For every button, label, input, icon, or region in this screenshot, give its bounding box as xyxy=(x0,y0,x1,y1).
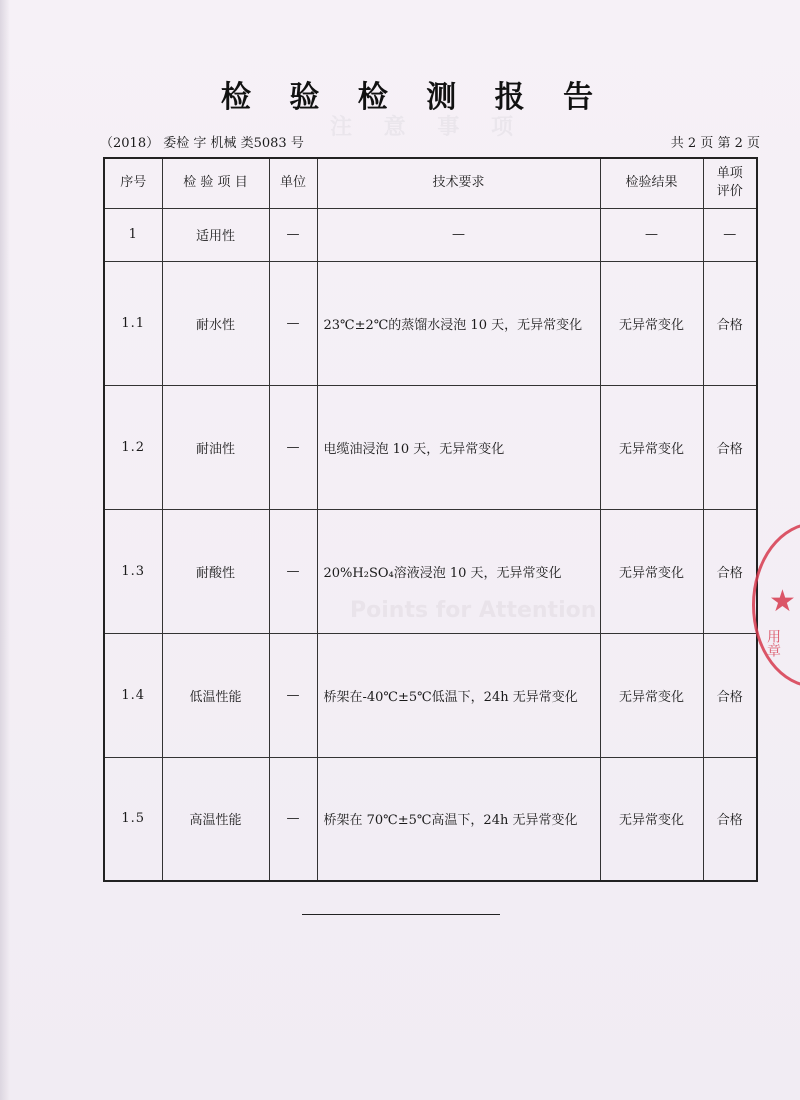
cell-item: 低温性能 xyxy=(162,633,269,757)
table-row xyxy=(104,208,757,261)
cell-result: 无异常变化 xyxy=(600,385,703,509)
header-unit: 单位 xyxy=(269,158,317,208)
cell-requirement: 20%H₂SO₄溶液浸泡 10 天，无异常变化 xyxy=(317,509,600,633)
cell-requirement: 桥架在 70℃±5℃高温下，24h 无异常变化 xyxy=(317,757,600,881)
header-item: 检 验 项 目 xyxy=(162,158,269,208)
header-seq: 序号 xyxy=(104,158,162,208)
cell-result: — xyxy=(600,208,703,261)
cell-seq: 1.4 xyxy=(104,633,162,757)
cell-evaluation: 合格 xyxy=(703,757,757,881)
cell-requirement: 桥架在-40℃±5℃低温下，24h 无异常变化 xyxy=(317,633,600,757)
table-row xyxy=(104,509,757,633)
cell-unit: — xyxy=(269,633,317,757)
end-of-report-rule xyxy=(302,914,500,915)
cell-seq: 1 xyxy=(104,208,162,261)
cell-unit: — xyxy=(269,757,317,881)
header-evaluation-line1: 单项 xyxy=(716,166,743,182)
page-edge-shadow xyxy=(0,0,10,1100)
show-through-heading-en: Points for Attention xyxy=(350,598,597,623)
cell-item: 适用性 xyxy=(162,208,269,261)
cell-unit: — xyxy=(269,261,317,385)
table-header-row xyxy=(104,158,757,208)
cell-unit: — xyxy=(269,385,317,509)
header-requirement: 技术要求 xyxy=(317,158,600,208)
cell-requirement: 23℃±2℃的蒸馏水浸泡 10 天，无异常变化 xyxy=(317,261,600,385)
inspection-table xyxy=(103,157,758,882)
table-row xyxy=(104,385,757,509)
cell-item: 高温性能 xyxy=(162,757,269,881)
cell-evaluation: 合格 xyxy=(703,633,757,757)
stamp-text: 用章 xyxy=(765,629,781,657)
show-through-heading-cn: 注 意 事 项 xyxy=(330,115,525,140)
cell-item: 耐酸性 xyxy=(162,509,269,633)
cell-seq: 1.3 xyxy=(104,509,162,633)
cell-seq: 1.2 xyxy=(104,385,162,509)
cell-evaluation: 合格 xyxy=(703,261,757,385)
cell-evaluation: 合格 xyxy=(703,385,757,509)
header-evaluation xyxy=(703,158,757,208)
star-icon: ★ xyxy=(769,584,796,619)
cell-unit: — xyxy=(269,208,317,261)
cell-seq: 1.1 xyxy=(104,261,162,385)
cell-result: 无异常变化 xyxy=(600,261,703,385)
table-row xyxy=(104,757,757,881)
cell-result: 无异常变化 xyxy=(600,757,703,881)
report-number: （2018） 委检 字 机械 类5083 号 xyxy=(100,136,304,151)
cell-unit: — xyxy=(269,509,317,633)
official-seal-stamp xyxy=(752,522,800,688)
page-info: 共 2 页 第 2 页 xyxy=(670,136,760,151)
cell-requirement: — xyxy=(317,208,600,261)
report-title: 检 验 检 测 报 告 xyxy=(220,80,608,115)
cell-item: 耐油性 xyxy=(162,385,269,509)
cell-evaluation: 合格 xyxy=(703,509,757,633)
table-row xyxy=(104,633,757,757)
header-result: 检验结果 xyxy=(600,158,703,208)
cell-item: 耐水性 xyxy=(162,261,269,385)
cell-evaluation: — xyxy=(703,208,757,261)
cell-result: 无异常变化 xyxy=(600,509,703,633)
header-evaluation-line2: 评价 xyxy=(716,184,743,200)
cell-result: 无异常变化 xyxy=(600,633,703,757)
table-row xyxy=(104,261,757,385)
cell-requirement: 电缆油浸泡 10 天，无异常变化 xyxy=(317,385,600,509)
cell-seq: 1.5 xyxy=(104,757,162,881)
